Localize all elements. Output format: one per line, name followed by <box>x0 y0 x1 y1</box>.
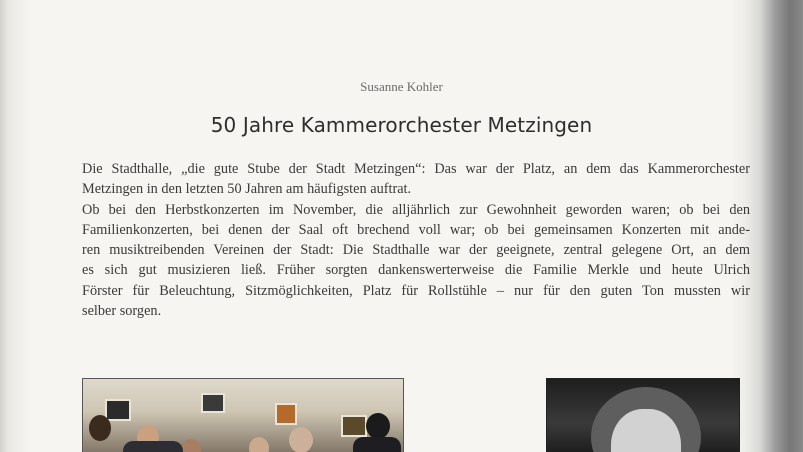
body-line: ren musiktreibenden Vereinen der Stadt: Die Stadthalle war der geeignete, zentral gelegene Ort, an dem <box>82 242 750 259</box>
body-line: Ob bei den Herbstkonzerten im November, die alljährlich zur Gewohnheit geworden waren; ob bei den <box>82 201 750 218</box>
body-line: es sich gut musizieren ließ. Früher sorgten dankenswerterweise die Familie Merkle und heute Ulrich <box>82 262 750 279</box>
body-line: Metzingen in den letzten 50 Jahren am häufigsten auftrat. <box>82 181 412 198</box>
musician-body <box>123 441 183 452</box>
article-body <box>82 159 750 321</box>
musician-head <box>181 439 201 452</box>
musician-head <box>249 437 269 452</box>
wall-frame <box>105 399 131 421</box>
wall-frame <box>201 393 225 413</box>
musician-body <box>353 437 401 452</box>
orchestra-photo <box>82 378 404 452</box>
musician-head <box>289 427 313 452</box>
body-line: Die Stadthalle, „die gute Stube der Stadt Metzingen“: Das war der Platz, an dem das Kammerorchester <box>82 161 750 177</box>
body-line: selber sorgen. <box>82 303 162 320</box>
musician-head <box>366 413 390 439</box>
portrait-photo <box>546 378 740 452</box>
wall-frame <box>275 403 297 425</box>
body-line: Förster für Beleuchtung, Sitzmöglichkeiten, Platz für Rollstühle – nur für den guten Ton mussten wir <box>82 282 750 299</box>
wall-frame <box>341 415 367 437</box>
body-line: Familienkonzerten, bei denen der Saal oft brechend voll war; ob bei gemeinsamen Konzerten mit ande- <box>82 221 750 238</box>
article-title: 50 Jahre Kammerorchester Metzingen <box>210 113 593 137</box>
author-name: Susanne Kohler <box>360 79 443 94</box>
musician-head <box>89 415 111 441</box>
